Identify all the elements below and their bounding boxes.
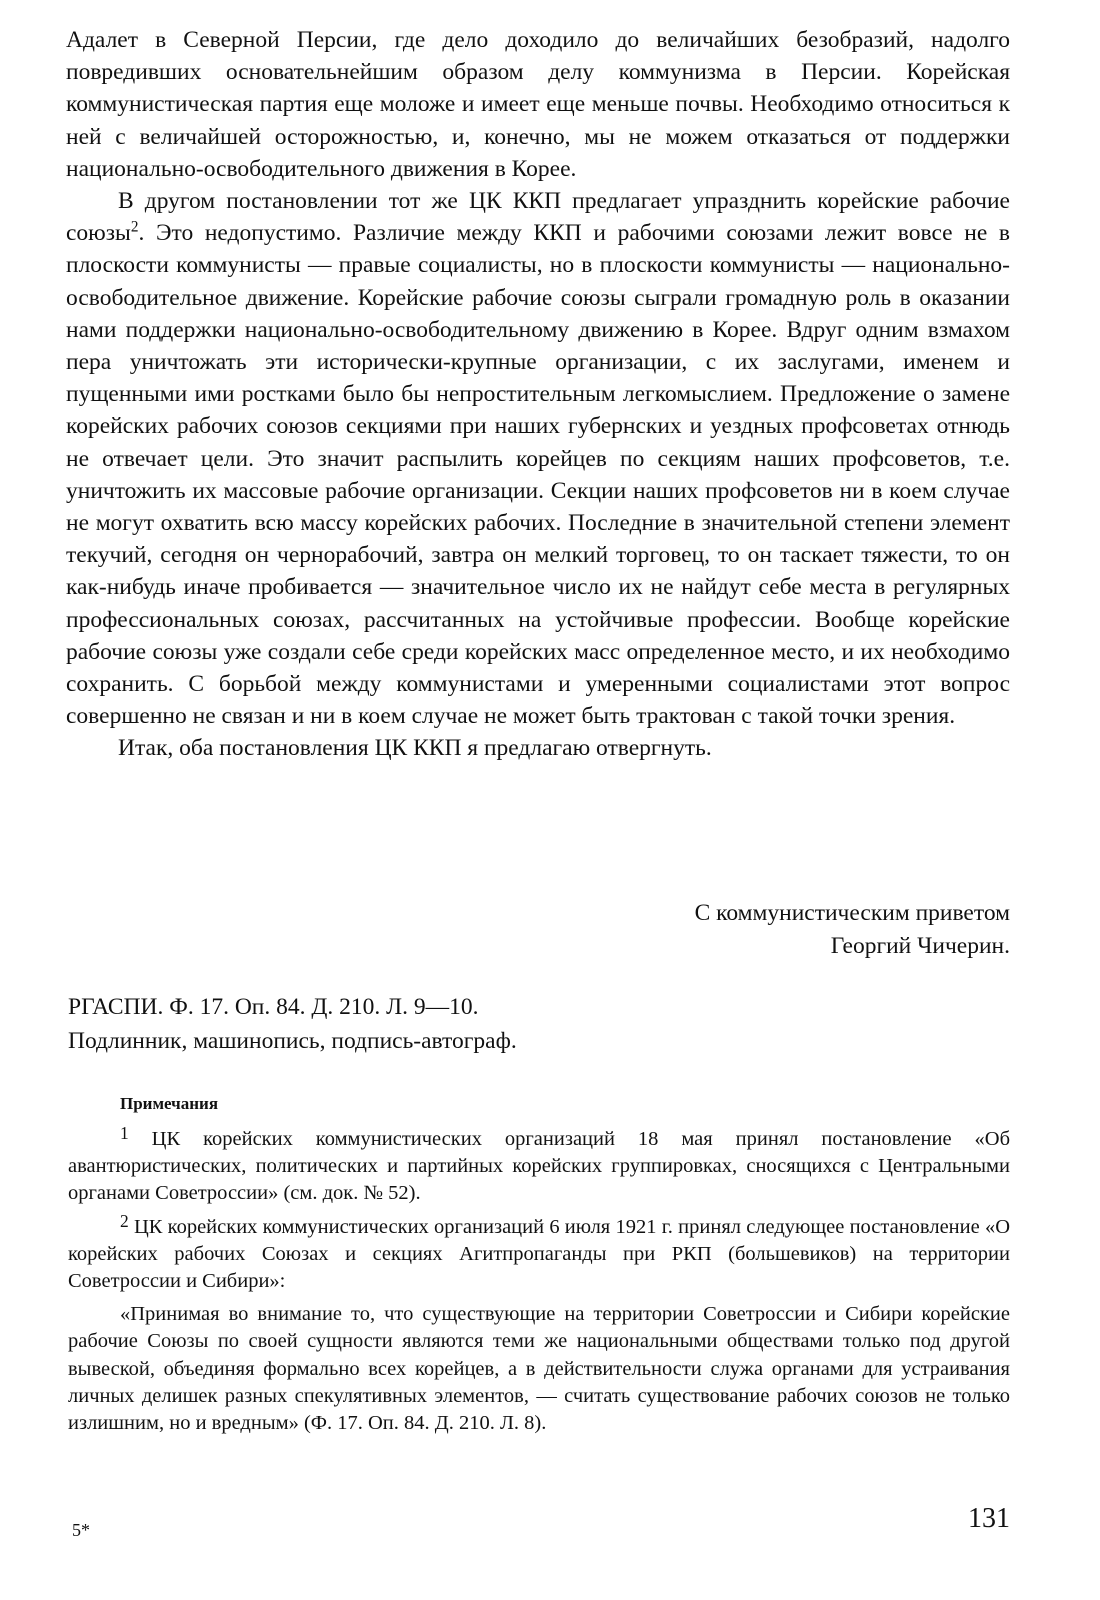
printer-signature-mark: 5* xyxy=(72,1520,90,1540)
note-2-number: 2 xyxy=(120,1210,129,1231)
paragraph-2-rest: . Это недопустимо. Различие между ККП и рабочими союзами лежит вовсе не в плоскости коммунисты — правые социалисты, но в плоскости коммунисты — национально-освободительное движение. Корейские рабочие союзы сыграли громадную роль в оказании нами поддержки национально-освободительному движению в Корее. Вдруг одним взмахом пера уничтожать эти исторически-крупные организации, с их заслугами, именем и пущенными ими ростками было бы непростительным легкомыслием. Предложение о замене корейских рабочих союзов секциями при наших губернских и уездных профсоветах отнюдь не отвечает цели. Это значит распылить корейцев по секциям наших профсоветов, т.е. уничтожить их массовые рабочие организации. Секции наших профсоветов ни в коем случае не могут охватить всю массу корейских рабочих. Последние в значительной степени элемент текучий, сегодня он чернорабочий, завтра он мелкий торговец, то он таскает тяжести, то он как-нибудь иначе пробивается — значительное число их не найдут себе места в регулярных профессиональных союзах, рассчитанных на устойчивые профессии. Вообще корейские рабочие союзы уже создали себе среди корейских масс определенное место, и их необходимо сохранить. С борьбой между коммунистами и умеренными социалистами этот вопрос совершенно не связан и ни в коем случае не может быть трактован с такой точки зрения. xyxy=(66,220,1010,730)
paragraph-3: Итак, оба постановления ЦК ККП я предлагаю отвергнуть. xyxy=(118,735,712,762)
note-1 xyxy=(68,1122,1011,1208)
page-number: 131 xyxy=(968,1503,1010,1534)
notes-heading: Примечания xyxy=(120,1094,219,1113)
notes-section xyxy=(68,1122,1011,1443)
document-type: Подлинник, машинопись, подпись-автограф. xyxy=(68,1028,517,1054)
archive-source xyxy=(68,990,517,1058)
paragraph-1: Адалет в Северной Персии, где дело доходило до величайших безобразий, надолго повредивших основательнейшим образом делу коммунизма в Персии. Корейская коммунистическая партия еще моложе и имеет еще меньше почвы. Необходимо относиться к ней с величайшей осторожностью, и, конечно, мы не можем отказаться от поддержки национально-освободительного движения в Корее. xyxy=(66,27,1010,182)
note-1-number: 1 xyxy=(120,1122,129,1143)
signature-block xyxy=(695,897,1010,963)
signature-greeting: С коммунистическим приветом xyxy=(694,900,1010,926)
letter-body xyxy=(66,24,1010,765)
paragraph-2 xyxy=(66,185,1010,732)
note-2-text: ЦК корейских коммунистических организаций 6 июля 1921 г. принял следующее постановление «О корейских рабочих Союзах и секциях Агитпропаганды при РКП (большевиков) на территории Советроссии и Сибири»: xyxy=(68,1215,1010,1293)
footnote-ref-2: 2 xyxy=(130,218,139,236)
note-2 xyxy=(68,1210,1010,1296)
note-1-text: ЦК корейских коммунистических организаций 18 мая принял постановление «Об авантюристических, политических и партийных корейских группировках, сносящихся с Центральными органами Советроссии» (см. док. № 52). xyxy=(68,1128,1011,1205)
signature-name: Георгий Чичерин. xyxy=(830,933,1010,959)
archive-reference: РГАСПИ. Ф. 17. Оп. 84. Д. 210. Л. 9—10. xyxy=(68,994,479,1020)
paragraph-2-start: В другом постановлении тот же ЦК ККП предлагает упразднить корейские рабочие союзы xyxy=(66,188,1010,247)
note-2-quote: «Принимая во внимание то, что существующие на территории Советроссии и Сибири корейские рабочие Союзы по своей сущности являются теми же национальными обществами только под другой вывеской, объединяя формально всех корейцев, а в действительности служа органами для устраивания личных делишек разных спекулятивных элементов, — считать существование рабочих союзов не только излишним, но и вредным» (Ф. 17. Оп. 84. Д. 210. Л. 8). xyxy=(68,1303,1010,1435)
